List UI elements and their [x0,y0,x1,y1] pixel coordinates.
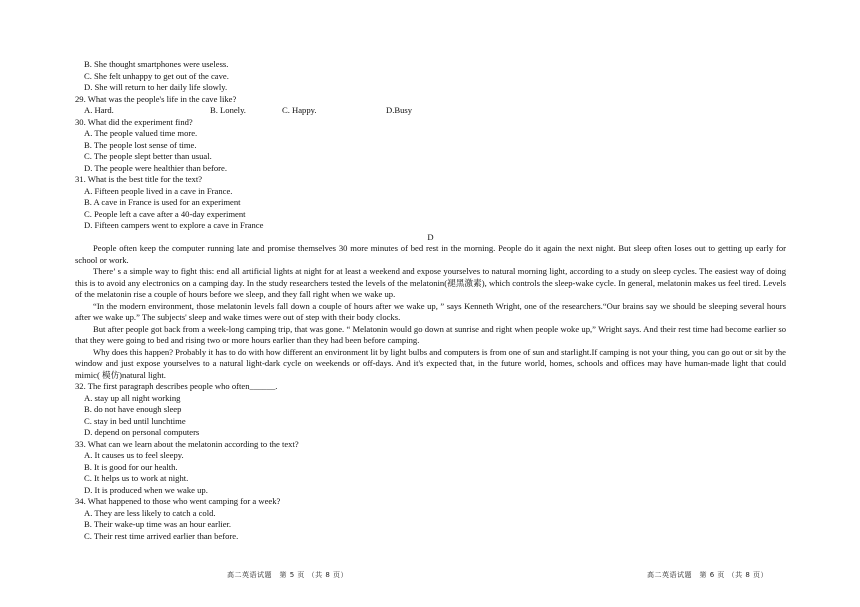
q30-option-c: C. The people slept better than usual. [84,151,212,161]
passage-paragraph: People often keep the computer running late and promise themselves 30 more minutes of bed rest in the morning. People do it again the next night. But sleep often loses out to getting up early for school or work. [75,243,786,265]
q34-option-c: C. Their rest time arrived earlier than before. [84,530,239,541]
q33-option-c: C. It helps us to work at night. [84,473,189,483]
q28-option-d: D. She will return to her daily life slowly. [84,82,228,92]
q30-option-b: B. The people lost sense of time. [84,139,197,150]
passage-paragraph: There’ s a simple way to fight this: end all artificial lights at night for at least a weekend and expose yourselves to natural morning light, according to a study on sleep cycles. The easiest way of doing this is to avoid any electronics on a camping day. In the study researchers tested the levels of the melatonin(褪黑激素), which controls the sleep-wake cycle. In general, melatonin makes us feel tired. Levels of the melatonin rise a couple of hours before we sleep, and they fall right when we wake up. [75,266,786,299]
q30-option-a: A. The people valued time more. [84,128,198,138]
q33-option-d: D. It is produced when we wake up. [84,484,208,495]
q29-stem: 29. What was the people's life in the cave like? [75,93,237,104]
q34-option-a: A. They are less likely to catch a cold. [84,507,216,518]
q31-option-b: B. A cave in France is used for an experiment [84,197,241,207]
q29-option-a: A. Hard. [84,105,114,115]
passage-paragraph: “In the modern environment, those melatonin levels fall down a couple of hours after we wake up, ” says Kenneth Wright, one of the researchers.“Our brains say we should be sleeping several hours after we wake up.” The subjects' sleep and wake times were out of step with their body clocks. [75,300,786,322]
q33-option-b: B. It is good for our health. [84,461,178,472]
passage-paragraph: But after people got back from a week-long camping trip, that was gone. “ Melatonin would go down at sunrise and right when people woke up,” Wright says. And their rest time had become earlier so that they were going to bed and rising two or more hours earlier than they had been before camping. [75,323,786,345]
q34-option-b: B. Their wake-up time was an hour earlier. [84,519,232,529]
q28-option-b: B. She thought smartphones were useless. [84,59,229,69]
passage-paragraph: Why does this happen? Probably it has to do with how different an environment lit by light bulbs and computers is from one of sun and starlight.If camping is not your thing, you can go out or sit by the window and just expose yourselves to a natural light-dark cycle on weekends or off-days. And it's expected that, in the future world, homes, schools and offices may have human-made light that could mimic( 模仿)natural light. [75,346,786,380]
q30-option-d: D. The people were healthier than before. [84,162,228,173]
q29-option-c: C. Happy. [282,105,317,115]
q32-option-a: A. stay up all night working [84,392,181,403]
q31-option-d: D. Fifteen campers went to explore a cave in France [84,220,264,230]
q32-option-b: B. do not have enough sleep [84,404,182,414]
q32-option-c: C. stay in bed until lunchtime [84,415,186,426]
q31-option-a: A. Fifteen people lived in a cave in France. [84,185,233,196]
q33-stem: 33. What can we learn about the melatonin according to the text? [75,438,299,449]
q29-option-b: B. Lonely. [210,105,246,115]
q29-option-d: D.Busy [386,105,413,115]
section-heading: D [427,231,434,242]
page-footer-left: 高二英语试题 第 5 页 （共 8 页） [227,571,349,579]
q31-stem: 31. What is the best title for the text? [75,174,203,184]
q31-option-c: C. People left a cave after a 40-day experiment [84,208,246,219]
q29-options [75,105,786,117]
q30-stem: 30. What did the experiment find? [75,116,193,127]
q32-stem: 32. The first paragraph describes people who often______. [75,381,278,391]
page-footer-right: 高二英语试题 第 6 页 （共 8 页） [647,571,769,579]
exam-content [75,59,786,542]
q34-stem: 34. What happened to those who went camping for a week? [75,496,281,506]
q28-option-c: C. She felt unhappy to get out of the cave. [84,70,229,81]
q32-option-d: D. depend on personal computers [84,427,200,437]
q33-option-a: A. It causes us to feel sleepy. [84,450,184,460]
